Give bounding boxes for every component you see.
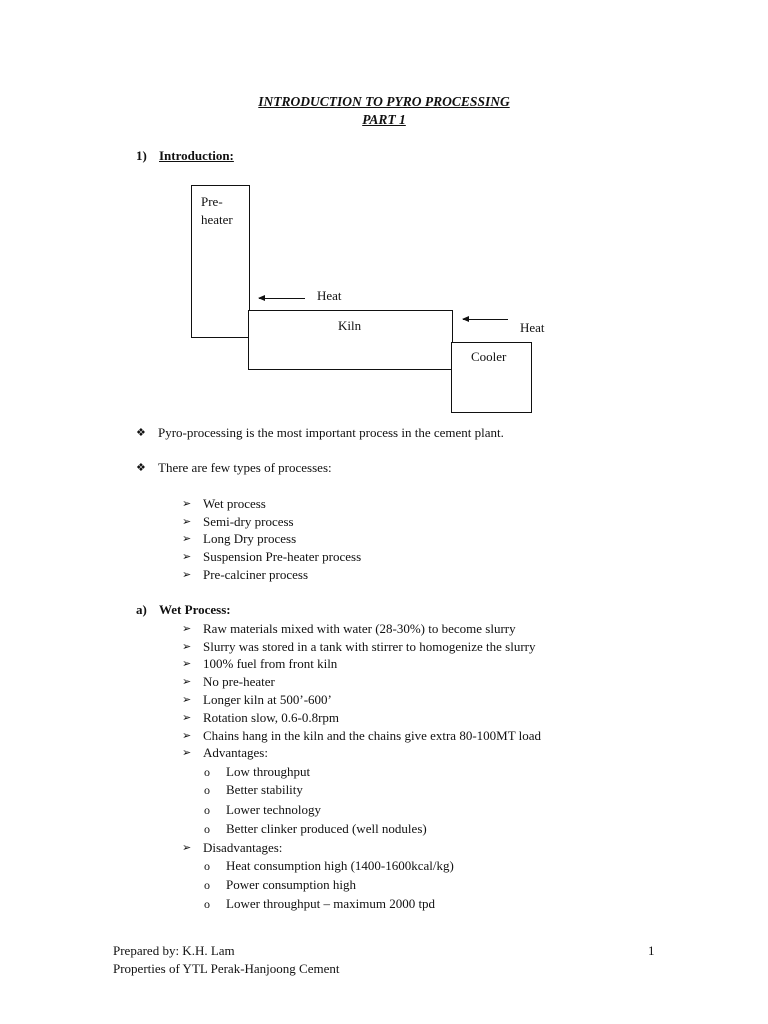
arrow-bullet-icon: ➢ (182, 676, 192, 688)
circle-bullet-icon: o (204, 859, 210, 873)
page-number: 1 (648, 943, 655, 958)
heat-arrow-left-icon (259, 298, 305, 299)
cooler-box (451, 342, 532, 413)
arrow-bullet-icon: ➢ (182, 533, 192, 545)
circle-bullet-icon: o (204, 822, 210, 836)
heat-label-1: Heat (317, 288, 342, 303)
circle-bullet-icon: o (204, 765, 210, 779)
circle-bullet-icon: o (204, 783, 210, 797)
kiln-label: Kiln (338, 318, 362, 333)
diamond-bullet-icon: ❖ (136, 462, 146, 474)
arrow-bullet-icon: ➢ (182, 569, 192, 581)
heat-arrow-left-icon (463, 319, 508, 320)
section-heading: Wet Process: (159, 602, 231, 617)
arrow-bullet-icon: ➢ (182, 498, 192, 510)
arrow-bullet-icon: ➢ (182, 712, 192, 724)
preheater-box (191, 185, 250, 338)
section-number: a) (136, 602, 147, 617)
cooler-label: Cooler (471, 349, 507, 364)
circle-bullet-icon: o (204, 803, 210, 817)
circle-bullet-icon: o (204, 878, 210, 892)
page-title: INTRODUCTION TO PYRO PROCESSING (258, 94, 510, 109)
arrow-bullet-icon: ➢ (182, 747, 192, 759)
diamond-bullet-icon: ❖ (136, 427, 146, 439)
circle-bullet-icon: o (204, 897, 210, 911)
preheater-label: Pre- heater (201, 194, 233, 227)
arrow-bullet-icon: ➢ (182, 623, 192, 635)
arrow-bullet-icon: ➢ (182, 641, 192, 653)
arrow-bullet-icon: ➢ (182, 694, 192, 706)
arrow-bullet-icon: ➢ (182, 516, 192, 528)
heat-label-2: Heat (520, 320, 545, 335)
page-subtitle: PART 1 (362, 112, 406, 127)
footer-properties: Properties of YTL Perak-Hanjoong Cement (113, 961, 340, 976)
section-heading: Introduction: (159, 148, 234, 163)
section-number: 1) (136, 148, 147, 163)
footer-prepared-by: Prepared by: K.H. Lam (113, 943, 235, 958)
kiln-box (248, 310, 453, 370)
arrow-bullet-icon: ➢ (182, 551, 192, 563)
arrow-bullet-icon: ➢ (182, 658, 192, 670)
arrow-bullet-icon: ➢ (182, 730, 192, 742)
arrow-bullet-icon: ➢ (182, 842, 192, 854)
